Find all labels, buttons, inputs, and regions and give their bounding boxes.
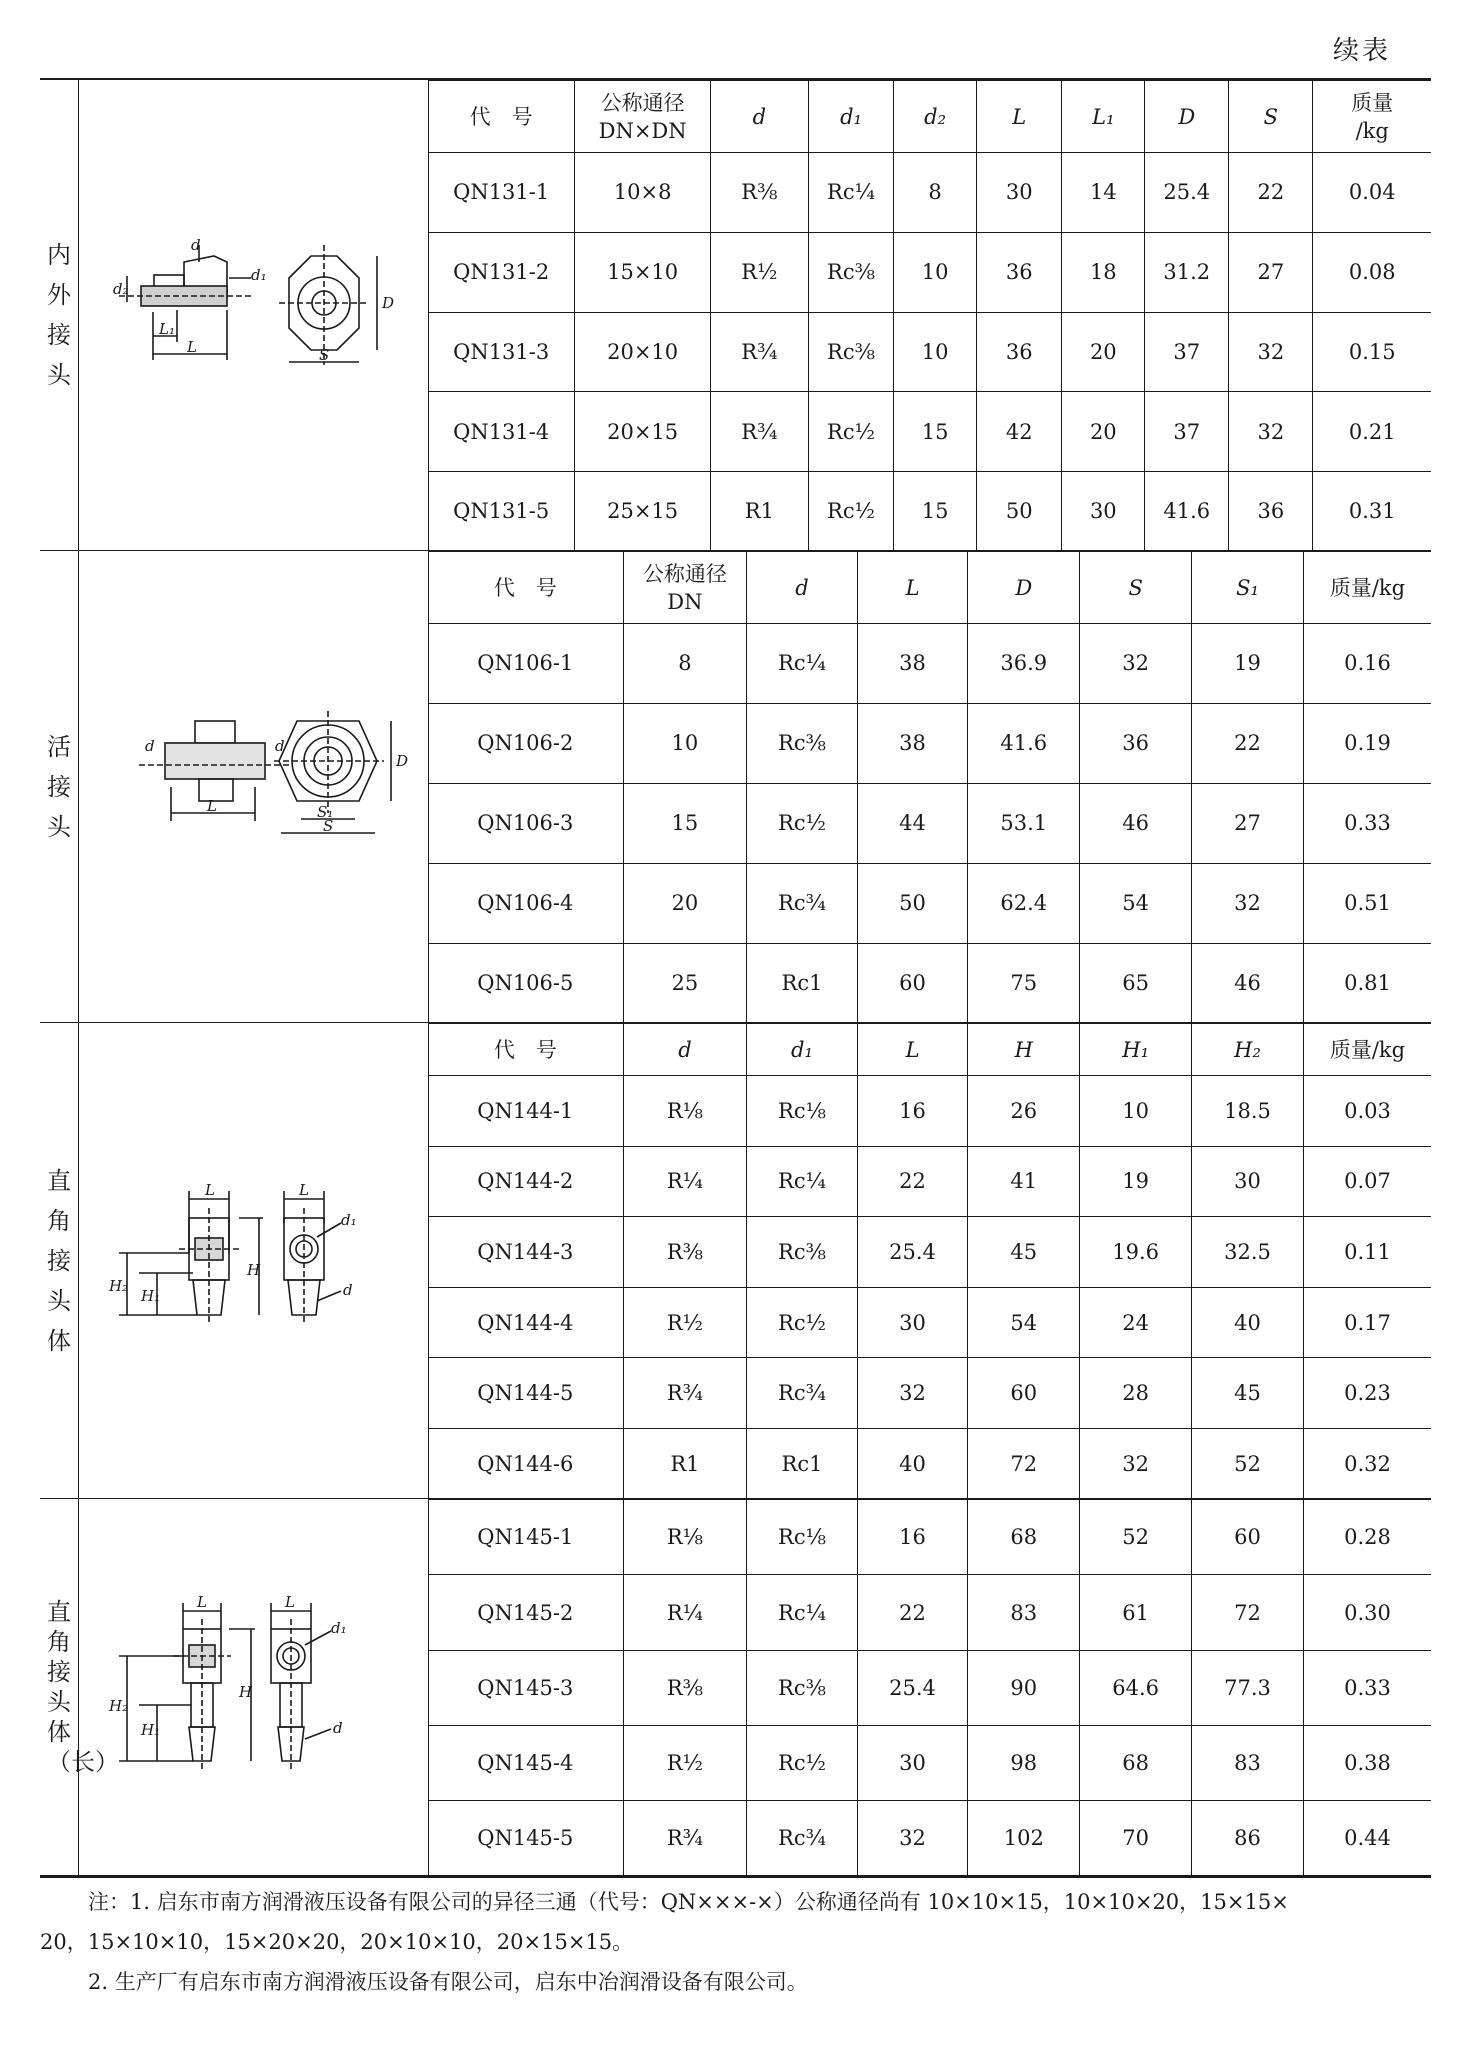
part-code-cell: QN144-3 — [428, 1217, 623, 1288]
table-cell: Rc⅜ — [808, 232, 893, 312]
section-label: 活接头 — [47, 732, 71, 841]
table-row — [428, 1575, 1431, 1650]
header-cell: S — [1080, 552, 1192, 624]
figure-elbow-body-long — [78, 1499, 429, 1875]
table-cell: 20×15 — [575, 392, 711, 472]
table-cell: 0.04 — [1313, 153, 1431, 233]
fig-label-S: S — [323, 817, 334, 835]
table-cell: R½ — [710, 232, 808, 312]
part-code-cell: QN144-4 — [428, 1287, 623, 1358]
header-cell: 质量/kg — [1303, 1024, 1431, 1076]
table-cell: Rc¾ — [747, 1358, 858, 1429]
table-cell: 20 — [1062, 392, 1145, 472]
table-cell: Rc1 — [747, 1429, 858, 1498]
table-cell: Rc⅜ — [808, 312, 893, 392]
table-cell: 36 — [977, 232, 1062, 312]
header-cell: d₁ — [808, 81, 893, 153]
table-cell: 65 — [1080, 943, 1192, 1022]
header-cell: d — [747, 552, 858, 624]
table-cell: 52 — [1192, 1429, 1304, 1498]
table-cell: 37 — [1145, 392, 1229, 472]
header-cell: 质量/kg — [1303, 552, 1431, 624]
table-cell: 15 — [894, 472, 977, 550]
section-elbow-body-long — [40, 1499, 1431, 1876]
table-cell: R½ — [623, 1726, 747, 1801]
table-cell: 68 — [968, 1500, 1080, 1575]
table-cell: 28 — [1080, 1358, 1192, 1429]
fig-label-d: d — [191, 236, 201, 254]
header-row — [428, 81, 1431, 153]
table-cell: 0.19 — [1303, 703, 1431, 783]
table-cell: 52 — [1080, 1500, 1192, 1575]
fig-label-H2: H₂ — [109, 1277, 129, 1295]
part-code-cell: QN145-3 — [428, 1650, 623, 1725]
spec-table — [428, 80, 1431, 550]
table-cell: 32 — [1229, 392, 1313, 472]
table-cell: 32 — [1080, 1429, 1192, 1498]
header-cell: 代 号 — [428, 1024, 623, 1076]
table-cell: 50 — [857, 863, 968, 943]
table-cell: 41 — [968, 1146, 1080, 1217]
table-cell: R⅜ — [710, 153, 808, 233]
part-code-cell: QN131-2 — [428, 232, 575, 312]
table-row — [428, 1650, 1431, 1725]
fig-label-L: L — [187, 338, 197, 356]
table-cell: 22 — [857, 1575, 968, 1650]
table-cell: 15 — [623, 783, 747, 863]
table-row — [428, 232, 1431, 312]
table-cell: 16 — [857, 1076, 968, 1147]
table-cell: R¾ — [710, 392, 808, 472]
table-cell: 0.44 — [1303, 1801, 1431, 1875]
table-cell: Rc½ — [747, 1287, 858, 1358]
table-cell: Rc¼ — [747, 1146, 858, 1217]
table-elbow-body-long — [428, 1499, 1431, 1875]
header-row — [428, 552, 1431, 624]
section-label: 直角接头体 — [47, 1166, 71, 1355]
table-cell: 102 — [968, 1801, 1080, 1875]
table-cell: 41.6 — [968, 703, 1080, 783]
table-row — [428, 1500, 1431, 1575]
table-cell: 46 — [1192, 943, 1304, 1022]
table-cell: 36 — [1080, 703, 1192, 783]
part-code-cell: QN131-5 — [428, 472, 575, 550]
section-elbow-body — [40, 1023, 1431, 1499]
table-row — [428, 1429, 1431, 1498]
table-cell: Rc⅜ — [747, 703, 858, 783]
section-label: 内外接头 — [47, 241, 71, 389]
part-code-cell: QN131-3 — [428, 312, 575, 392]
table-cell: 36.9 — [968, 624, 1080, 704]
table-cell: 25.4 — [1145, 153, 1229, 233]
table-cell: 8 — [623, 624, 747, 704]
part-code-cell: QN144-1 — [428, 1076, 623, 1147]
continued-label: 续表 — [1332, 36, 1391, 66]
section-inner-outer-joint — [40, 80, 1431, 551]
table-cell: R¾ — [710, 312, 808, 392]
table-cell: 45 — [1192, 1358, 1304, 1429]
fig-label-d1: d₁ — [251, 266, 267, 284]
table-cell: R1 — [710, 472, 808, 550]
header-cell: L — [977, 81, 1062, 153]
table-cell: 32.5 — [1192, 1217, 1304, 1288]
header-cell: 代 号 — [428, 81, 575, 153]
table-cell: 30 — [1192, 1146, 1304, 1217]
header-cell: H — [968, 1024, 1080, 1076]
table-cell: 27 — [1192, 783, 1304, 863]
part-code-cell: QN145-2 — [428, 1575, 623, 1650]
table-cell: 20×10 — [575, 312, 711, 392]
header-cell: d — [710, 81, 808, 153]
table-cell: 22 — [1229, 153, 1313, 233]
figure-union-joint — [78, 551, 429, 1022]
fig-label-L-right: L — [299, 1181, 309, 1199]
table-cell: 68 — [1080, 1726, 1192, 1801]
table-cell: 18.5 — [1192, 1076, 1304, 1147]
header-cell: 公称通径 DN — [623, 552, 747, 624]
table-cell: 41.6 — [1145, 472, 1229, 550]
fig-label-d: d — [333, 1719, 343, 1737]
fig-label-H2: H₂ — [109, 1697, 129, 1715]
table-cell: Rc¼ — [747, 624, 858, 704]
table-cell: 19 — [1080, 1146, 1192, 1217]
table-cell: R⅛ — [623, 1500, 747, 1575]
table-row — [428, 312, 1431, 392]
fig-label-H: H — [247, 1261, 261, 1279]
table-cell: R¾ — [623, 1801, 747, 1875]
header-cell: d — [623, 1024, 747, 1076]
header-cell: 代 号 — [428, 552, 623, 624]
table-row — [428, 863, 1431, 943]
table-cell: 72 — [968, 1429, 1080, 1498]
table-cell: 30 — [857, 1726, 968, 1801]
table-cell: 25.4 — [857, 1650, 968, 1725]
spec-table — [428, 1023, 1431, 1498]
table-cell: 15×10 — [575, 232, 711, 312]
table-cell: 36 — [977, 312, 1062, 392]
part-code-cell: QN131-1 — [428, 153, 575, 233]
table-cell: 25×15 — [575, 472, 711, 550]
section-label: 直角接头体（长） — [47, 1598, 119, 1776]
fig-label-d-right: d — [275, 737, 285, 755]
part-code-cell: QN106-5 — [428, 943, 623, 1022]
table-cell: Rc⅜ — [747, 1217, 858, 1288]
table-cell: 32 — [1229, 312, 1313, 392]
part-code-cell: QN145-5 — [428, 1801, 623, 1875]
part-code-cell: QN145-4 — [428, 1726, 623, 1801]
table-cell: R1 — [623, 1429, 747, 1498]
header-cell: L — [857, 1024, 968, 1076]
table-cell: Rc½ — [808, 472, 893, 550]
table-cell: 0.15 — [1313, 312, 1431, 392]
table-cell: 64.6 — [1080, 1650, 1192, 1725]
header-cell: L₁ — [1062, 81, 1145, 153]
part-code-cell: QN106-2 — [428, 703, 623, 783]
fig-label-H1: H₁ — [141, 1721, 161, 1739]
table-cell: 16 — [857, 1500, 968, 1575]
section-union-joint — [40, 551, 1431, 1023]
fig-label-H1: H₁ — [141, 1287, 161, 1305]
table-cell: 0.28 — [1303, 1500, 1431, 1575]
table-row — [428, 392, 1431, 472]
table-cell: Rc¾ — [747, 1801, 858, 1875]
table-cell: 32 — [1080, 624, 1192, 704]
part-code-cell: QN145-1 — [428, 1500, 623, 1575]
header-cell: S — [1229, 81, 1313, 153]
fig-label-L-left: L — [205, 1181, 215, 1199]
table-cell: 83 — [968, 1575, 1080, 1650]
fig-label-L1: L₁ — [159, 320, 175, 338]
table-row — [428, 783, 1431, 863]
fig-label-d1: d₁ — [341, 1211, 357, 1229]
table-cell: 32 — [857, 1358, 968, 1429]
nut-top — [195, 721, 235, 743]
header-cell: D — [1145, 81, 1229, 153]
table-row — [428, 153, 1431, 233]
table-cell: 60 — [1192, 1500, 1304, 1575]
part-code-cell: QN144-2 — [428, 1146, 623, 1217]
table-cell: 10 — [894, 312, 977, 392]
table-row — [428, 703, 1431, 783]
table-cell: 25 — [623, 943, 747, 1022]
table-cell: 27 — [1229, 232, 1313, 312]
table-cell: R⅜ — [623, 1217, 747, 1288]
union-body — [165, 743, 265, 779]
table-cell: R¼ — [623, 1146, 747, 1217]
table-cell: R¼ — [623, 1575, 747, 1650]
table-cell: 53.1 — [968, 783, 1080, 863]
table-cell: R⅛ — [623, 1076, 747, 1147]
note-line-1: 注：1. 启东市南方润滑液压设备有限公司的异径三通（代号：QN×××-×）公称通径尚有 10×10×15，10×10×20，15×15× — [88, 1890, 1289, 1914]
table-cell: 98 — [968, 1726, 1080, 1801]
table-cell: 0.11 — [1303, 1217, 1431, 1288]
table-cell: 0.21 — [1313, 392, 1431, 472]
table-cell: 0.33 — [1303, 1650, 1431, 1725]
table-row — [428, 1358, 1431, 1429]
table-cell: 0.38 — [1303, 1726, 1431, 1801]
fig-label-d2: d₂ — [113, 280, 129, 298]
fig-label-D: D — [382, 294, 395, 312]
part-code-cell: QN131-4 — [428, 392, 575, 472]
spec-table — [428, 551, 1431, 1022]
table-cell: 50 — [977, 472, 1062, 550]
table-cell: 0.31 — [1313, 472, 1431, 550]
table-cell: 18 — [1062, 232, 1145, 312]
table-cell: 20 — [623, 863, 747, 943]
header-cell: d₂ — [894, 81, 977, 153]
table-cell: 40 — [1192, 1287, 1304, 1358]
table-cell: 30 — [977, 153, 1062, 233]
table-cell: Rc¼ — [808, 153, 893, 233]
part-code-cell: QN106-4 — [428, 863, 623, 943]
part-code-cell: QN144-5 — [428, 1358, 623, 1429]
table-cell: Rc⅜ — [747, 1650, 858, 1725]
table-cell: 70 — [1080, 1801, 1192, 1875]
table-cell: R¾ — [623, 1358, 747, 1429]
table-cell: 19 — [1192, 624, 1304, 704]
table-cell: 83 — [1192, 1726, 1304, 1801]
table-cell: 10 — [894, 232, 977, 312]
header-cell: 质量 /kg — [1313, 81, 1431, 153]
table-cell: 54 — [968, 1287, 1080, 1358]
table-cell: 8 — [894, 153, 977, 233]
fig-label-d-left: d — [145, 737, 155, 755]
table-cell: 0.33 — [1303, 783, 1431, 863]
table-cell: 0.03 — [1303, 1076, 1431, 1147]
table-row — [428, 943, 1431, 1022]
table-cell: Rc¾ — [747, 863, 858, 943]
table-row — [428, 472, 1431, 550]
header-cell: S₁ — [1192, 552, 1304, 624]
table-cell: Rc½ — [808, 392, 893, 472]
table-cell: 38 — [857, 624, 968, 704]
table-cell: Rc⅛ — [747, 1076, 858, 1147]
table-cell: 46 — [1080, 783, 1192, 863]
table-cell: 54 — [1080, 863, 1192, 943]
table-cell: 10 — [623, 703, 747, 783]
table-cell: 77.3 — [1192, 1650, 1304, 1725]
header-cell: d₁ — [747, 1024, 858, 1076]
table-cell: R⅜ — [623, 1650, 747, 1725]
table-row — [428, 1726, 1431, 1801]
table-cell: 42 — [977, 392, 1062, 472]
table-row — [428, 1217, 1431, 1288]
table-cell: 31.2 — [1145, 232, 1229, 312]
table-cell: 30 — [1062, 472, 1145, 550]
table-cell: 38 — [857, 703, 968, 783]
fig-label-D: D — [396, 752, 409, 770]
table-cell: 62.4 — [968, 863, 1080, 943]
fig-label-L-right: L — [285, 1593, 295, 1611]
table-cell: 90 — [968, 1650, 1080, 1725]
table-cell: 10 — [1080, 1076, 1192, 1147]
table-row — [428, 1801, 1431, 1875]
table-cell: 15 — [894, 392, 977, 472]
table-cell: 60 — [968, 1358, 1080, 1429]
table-cell: 32 — [1192, 863, 1304, 943]
fig-label-d: d — [343, 1281, 353, 1299]
table-cell: 30 — [857, 1287, 968, 1358]
part-code-cell: QN106-1 — [428, 624, 623, 704]
header-cell: H₁ — [1080, 1024, 1192, 1076]
bottom-rule — [40, 1876, 1431, 1878]
table-cell: 10×8 — [575, 153, 711, 233]
table-cell: 14 — [1062, 153, 1145, 233]
table-cell: 0.81 — [1303, 943, 1431, 1022]
table-cell: 45 — [968, 1217, 1080, 1288]
table-cell: 22 — [857, 1146, 968, 1217]
table-row — [428, 1076, 1431, 1147]
figure-inner-outer-joint — [78, 80, 429, 550]
table-cell: 0.23 — [1303, 1358, 1431, 1429]
table-cell: Rc1 — [747, 943, 858, 1022]
table-cell: R½ — [623, 1287, 747, 1358]
table-cell: 0.32 — [1303, 1429, 1431, 1498]
figure-elbow-body — [78, 1023, 429, 1498]
table-cell: 24 — [1080, 1287, 1192, 1358]
fig-label-S1: S₁ — [317, 803, 334, 821]
table-elbow-body — [428, 1023, 1431, 1498]
table-cell: 0.07 — [1303, 1146, 1431, 1217]
fig-label-S: S — [319, 346, 330, 364]
header-row — [428, 1024, 1431, 1076]
table-cell: Rc½ — [747, 1726, 858, 1801]
table-cell: 20 — [1062, 312, 1145, 392]
header-cell: L — [857, 552, 968, 624]
table-cell: Rc½ — [747, 783, 858, 863]
table-cell: 86 — [1192, 1801, 1304, 1875]
table-cell: 0.16 — [1303, 624, 1431, 704]
part-code-cell: QN144-6 — [428, 1429, 623, 1498]
table-cell: 75 — [968, 943, 1080, 1022]
table-cell: 72 — [1192, 1575, 1304, 1650]
header-cell: D — [968, 552, 1080, 624]
table-cell: 19.6 — [1080, 1217, 1192, 1288]
table-cell: 36 — [1229, 472, 1313, 550]
table-cell: Rc¼ — [747, 1575, 858, 1650]
header-cell: 公称通径 DN×DN — [575, 81, 711, 153]
table-cell: 0.17 — [1303, 1287, 1431, 1358]
table-row — [428, 624, 1431, 704]
table-cell: 61 — [1080, 1575, 1192, 1650]
spec-table — [428, 1499, 1431, 1875]
table-cell: 22 — [1192, 703, 1304, 783]
table-cell: 40 — [857, 1429, 968, 1498]
table-cell: 0.30 — [1303, 1575, 1431, 1650]
table-cell: 25.4 — [857, 1217, 968, 1288]
notes — [40, 1882, 1431, 2002]
note-line-3: 2. 生产厂有启东市南方润滑液压设备有限公司，启东中冶润滑设备有限公司。 — [88, 1970, 808, 1994]
table-cell: Rc⅛ — [747, 1500, 858, 1575]
fig-label-H: H — [239, 1683, 253, 1701]
header-cell: H₂ — [1192, 1024, 1304, 1076]
table-cell: 60 — [857, 943, 968, 1022]
part-code-cell: QN106-3 — [428, 783, 623, 863]
table-cell: 26 — [968, 1076, 1080, 1147]
fig-label-L-left: L — [197, 1593, 207, 1611]
fig-label-d1: d₁ — [331, 1619, 347, 1637]
table-cell: 0.08 — [1313, 232, 1431, 312]
table-inner-outer-joint — [428, 80, 1431, 550]
fig-label-L: L — [207, 797, 217, 815]
table-cell: 44 — [857, 783, 968, 863]
table-row — [428, 1146, 1431, 1217]
table-union-joint — [428, 551, 1431, 1022]
table-cell: 32 — [857, 1801, 968, 1875]
note-line-2: 20，15×10×10，15×20×20，20×10×10，20×15×15。 — [40, 1930, 634, 1954]
table-cell: 37 — [1145, 312, 1229, 392]
table-cell: 0.51 — [1303, 863, 1431, 943]
table-row — [428, 1287, 1431, 1358]
